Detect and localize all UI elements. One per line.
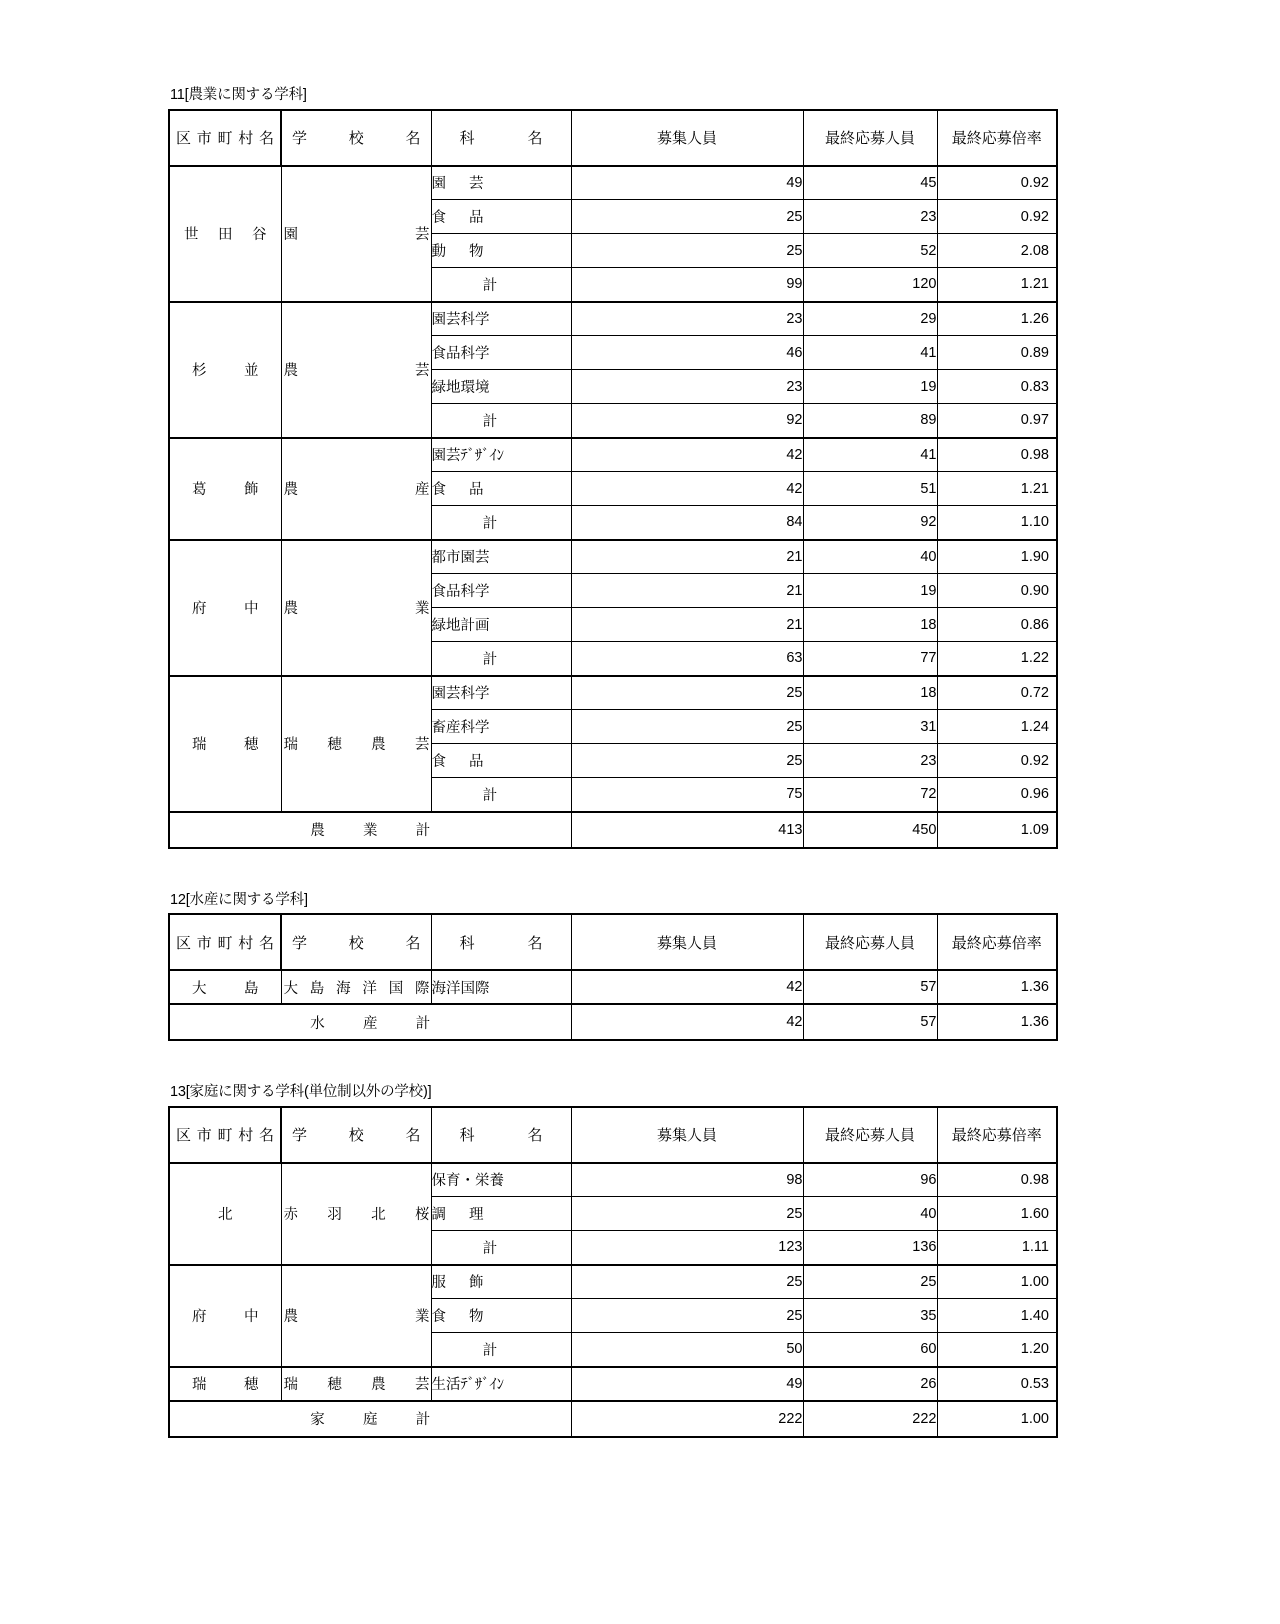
quota-cell: 21	[571, 574, 803, 608]
ratio-cell: 1.36	[937, 970, 1057, 1004]
apps-cell: 25	[803, 1265, 937, 1299]
col-header-school: 学校名	[281, 1107, 431, 1163]
ratio-cell: 0.53	[937, 1367, 1057, 1401]
subtotal-label-cell: 計	[431, 642, 571, 676]
col-header-quota: 募集人員	[571, 1107, 803, 1163]
quota-cell: 413	[571, 812, 803, 848]
quota-cell: 42	[571, 472, 803, 506]
quota-cell: 49	[571, 166, 803, 200]
col-header-ratio: 最終応募倍率	[937, 1107, 1057, 1163]
city-cell: 府中	[169, 540, 281, 676]
table-homeeconomics	[168, 1106, 1058, 1438]
quota-cell: 63	[571, 642, 803, 676]
col-header-school: 学校名	[281, 110, 431, 166]
document-page	[168, 0, 1056, 1438]
table-fishery	[168, 913, 1058, 1041]
quota-cell: 222	[571, 1401, 803, 1437]
subtotal-label-cell: 計	[431, 506, 571, 540]
apps-cell: 40	[803, 540, 937, 574]
ratio-cell: 1.09	[937, 812, 1057, 848]
quota-cell: 75	[571, 778, 803, 812]
apps-cell: 136	[803, 1231, 937, 1265]
city-cell: 府中	[169, 1265, 281, 1367]
quota-cell: 99	[571, 268, 803, 302]
col-header-applicants: 最終応募人員	[803, 914, 937, 970]
ratio-cell: 0.97	[937, 404, 1057, 438]
apps-cell: 40	[803, 1197, 937, 1231]
quota-cell: 50	[571, 1333, 803, 1367]
school-cell: 農芸	[281, 302, 431, 438]
quota-cell: 46	[571, 336, 803, 370]
apps-cell: 29	[803, 302, 937, 336]
subtotal-label-cell: 計	[431, 1333, 571, 1367]
ratio-cell: 0.90	[937, 574, 1057, 608]
col-header-quota: 募集人員	[571, 110, 803, 166]
grand-total-label: 家庭計	[169, 1401, 571, 1437]
table-row	[169, 302, 1057, 336]
school-cell: 大島海洋国際	[281, 970, 431, 1004]
col-header-ratio: 最終応募倍率	[937, 914, 1057, 970]
quota-cell: 25	[571, 1197, 803, 1231]
school-cell: 農産	[281, 438, 431, 540]
apps-cell: 19	[803, 574, 937, 608]
quota-cell: 21	[571, 608, 803, 642]
dept-cell: 緑地環境	[431, 370, 571, 404]
school-cell: 瑞穂農芸	[281, 676, 431, 812]
apps-cell: 60	[803, 1333, 937, 1367]
apps-cell: 77	[803, 642, 937, 676]
quota-cell: 42	[571, 970, 803, 1004]
dept-cell: 園芸科学	[431, 302, 571, 336]
apps-cell: 41	[803, 336, 937, 370]
dept-cell: 都市園芸	[431, 540, 571, 574]
apps-cell: 450	[803, 812, 937, 848]
ratio-cell: 1.40	[937, 1299, 1057, 1333]
section-title: 11[農業に関する学科]	[170, 87, 307, 103]
ratio-cell: 1.90	[937, 540, 1057, 574]
ratio-cell: 0.98	[937, 438, 1057, 472]
ratio-cell: 1.21	[937, 472, 1057, 506]
ratio-cell: 0.89	[937, 336, 1057, 370]
ratio-cell: 1.00	[937, 1401, 1057, 1437]
col-header-city: 区市町村名	[169, 110, 281, 166]
table-header-row	[169, 914, 1057, 970]
dept-cell: 動物	[431, 234, 571, 268]
subtotal-label-cell: 計	[431, 404, 571, 438]
subtotal-label-cell: 計	[431, 778, 571, 812]
quota-cell: 25	[571, 200, 803, 234]
table-row	[169, 970, 1057, 1004]
subtotal-label-cell: 計	[431, 268, 571, 302]
apps-cell: 89	[803, 404, 937, 438]
table-header-row	[169, 110, 1057, 166]
dept-cell: 調理	[431, 1197, 571, 1231]
apps-cell: 96	[803, 1163, 937, 1197]
col-header-ratio: 最終応募倍率	[937, 110, 1057, 166]
dept-cell: 緑地計画	[431, 608, 571, 642]
ratio-cell: 1.11	[937, 1231, 1057, 1265]
dept-cell: 食物	[431, 1299, 571, 1333]
table-row	[169, 1163, 1057, 1197]
quota-cell: 92	[571, 404, 803, 438]
ratio-cell: 1.36	[937, 1004, 1057, 1040]
grand-total-row	[169, 812, 1057, 848]
ratio-cell: 1.24	[937, 710, 1057, 744]
col-header-dept: 科名	[431, 1107, 571, 1163]
school-cell: 農業	[281, 1265, 431, 1367]
ratio-cell: 0.72	[937, 676, 1057, 710]
apps-cell: 52	[803, 234, 937, 268]
dept-cell: 食品	[431, 744, 571, 778]
table-row	[169, 1367, 1057, 1401]
school-cell: 農業	[281, 540, 431, 676]
quota-cell: 25	[571, 1265, 803, 1299]
ratio-cell: 1.00	[937, 1265, 1057, 1299]
col-header-applicants: 最終応募人員	[803, 110, 937, 166]
apps-cell: 222	[803, 1401, 937, 1437]
ratio-cell: 0.92	[937, 744, 1057, 778]
col-header-dept: 科名	[431, 110, 571, 166]
quota-cell: 23	[571, 370, 803, 404]
table-row	[169, 540, 1057, 574]
dept-cell: 食品	[431, 200, 571, 234]
quota-cell: 25	[571, 676, 803, 710]
quota-cell: 123	[571, 1231, 803, 1265]
dept-cell: 保育・栄養	[431, 1163, 571, 1197]
city-cell: 世田谷	[169, 166, 281, 302]
quota-cell: 23	[571, 302, 803, 336]
quota-cell: 25	[571, 1299, 803, 1333]
section-agriculture	[168, 88, 1056, 849]
section-homeeconomics	[168, 1085, 1056, 1438]
ratio-cell: 0.92	[937, 200, 1057, 234]
dept-cell: 服飾	[431, 1265, 571, 1299]
grand-total-row	[169, 1401, 1057, 1437]
table-row	[169, 1265, 1057, 1299]
quota-cell: 25	[571, 234, 803, 268]
city-cell: 杉並	[169, 302, 281, 438]
dept-cell: 食品科学	[431, 336, 571, 370]
ratio-cell: 1.22	[937, 642, 1057, 676]
school-cell: 瑞穂農芸	[281, 1367, 431, 1401]
city-cell: 北	[169, 1163, 281, 1265]
dept-cell: 生活ﾃﾞｻﾞｲﾝ	[431, 1367, 571, 1401]
ratio-cell: 0.98	[937, 1163, 1057, 1197]
grand-total-row	[169, 1004, 1057, 1040]
quota-cell: 84	[571, 506, 803, 540]
apps-cell: 72	[803, 778, 937, 812]
table-agriculture	[168, 109, 1058, 849]
apps-cell: 45	[803, 166, 937, 200]
ratio-cell: 1.21	[937, 268, 1057, 302]
col-header-dept: 科名	[431, 914, 571, 970]
quota-cell: 25	[571, 744, 803, 778]
table-row	[169, 438, 1057, 472]
dept-cell: 食品科学	[431, 574, 571, 608]
section-fishery	[168, 893, 1056, 1042]
dept-cell: 食品	[431, 472, 571, 506]
dept-cell: 園芸ﾃﾞｻﾞｲﾝ	[431, 438, 571, 472]
col-header-quota: 募集人員	[571, 914, 803, 970]
ratio-cell: 0.86	[937, 608, 1057, 642]
apps-cell: 92	[803, 506, 937, 540]
apps-cell: 18	[803, 608, 937, 642]
city-cell: 瑞穂	[169, 676, 281, 812]
dept-cell: 畜産科学	[431, 710, 571, 744]
city-cell: 瑞穂	[169, 1367, 281, 1401]
ratio-cell: 2.08	[937, 234, 1057, 268]
apps-cell: 51	[803, 472, 937, 506]
ratio-cell: 0.83	[937, 370, 1057, 404]
ratio-cell: 1.60	[937, 1197, 1057, 1231]
ratio-cell: 1.20	[937, 1333, 1057, 1367]
ratio-cell: 0.92	[937, 166, 1057, 200]
apps-cell: 57	[803, 970, 937, 1004]
section-title: 13[家庭に関する学科(単位制以外の学校)]	[170, 1084, 432, 1100]
table-row	[169, 166, 1057, 200]
col-header-applicants: 最終応募人員	[803, 1107, 937, 1163]
apps-cell: 23	[803, 744, 937, 778]
subtotal-label-cell: 計	[431, 1231, 571, 1265]
city-cell: 葛飾	[169, 438, 281, 540]
ratio-cell: 0.96	[937, 778, 1057, 812]
apps-cell: 57	[803, 1004, 937, 1040]
apps-cell: 35	[803, 1299, 937, 1333]
section-title: 12[水産に関する学科]	[170, 891, 308, 908]
quota-cell: 21	[571, 540, 803, 574]
quota-cell: 98	[571, 1163, 803, 1197]
quota-cell: 42	[571, 1004, 803, 1040]
quota-cell: 25	[571, 710, 803, 744]
city-cell: 大島	[169, 970, 281, 1004]
grand-total-label: 農業計	[169, 812, 571, 848]
apps-cell: 41	[803, 438, 937, 472]
dept-cell: 海洋国際	[431, 970, 571, 1004]
apps-cell: 31	[803, 710, 937, 744]
col-header-city: 区市町村名	[169, 1107, 281, 1163]
quota-cell: 42	[571, 438, 803, 472]
table-row	[169, 676, 1057, 710]
table-body	[169, 110, 1057, 848]
apps-cell: 26	[803, 1367, 937, 1401]
apps-cell: 18	[803, 676, 937, 710]
school-cell: 園芸	[281, 166, 431, 302]
ratio-cell: 1.26	[937, 302, 1057, 336]
ratio-cell: 1.10	[937, 506, 1057, 540]
apps-cell: 23	[803, 200, 937, 234]
school-cell: 赤羽北桜	[281, 1163, 431, 1265]
dept-cell: 園芸科学	[431, 676, 571, 710]
grand-total-label: 水産計	[169, 1004, 571, 1040]
apps-cell: 19	[803, 370, 937, 404]
col-header-city: 区市町村名	[169, 914, 281, 970]
apps-cell: 120	[803, 268, 937, 302]
dept-cell: 園芸	[431, 166, 571, 200]
col-header-school: 学校名	[281, 914, 431, 970]
quota-cell: 49	[571, 1367, 803, 1401]
table-header-row	[169, 1107, 1057, 1163]
